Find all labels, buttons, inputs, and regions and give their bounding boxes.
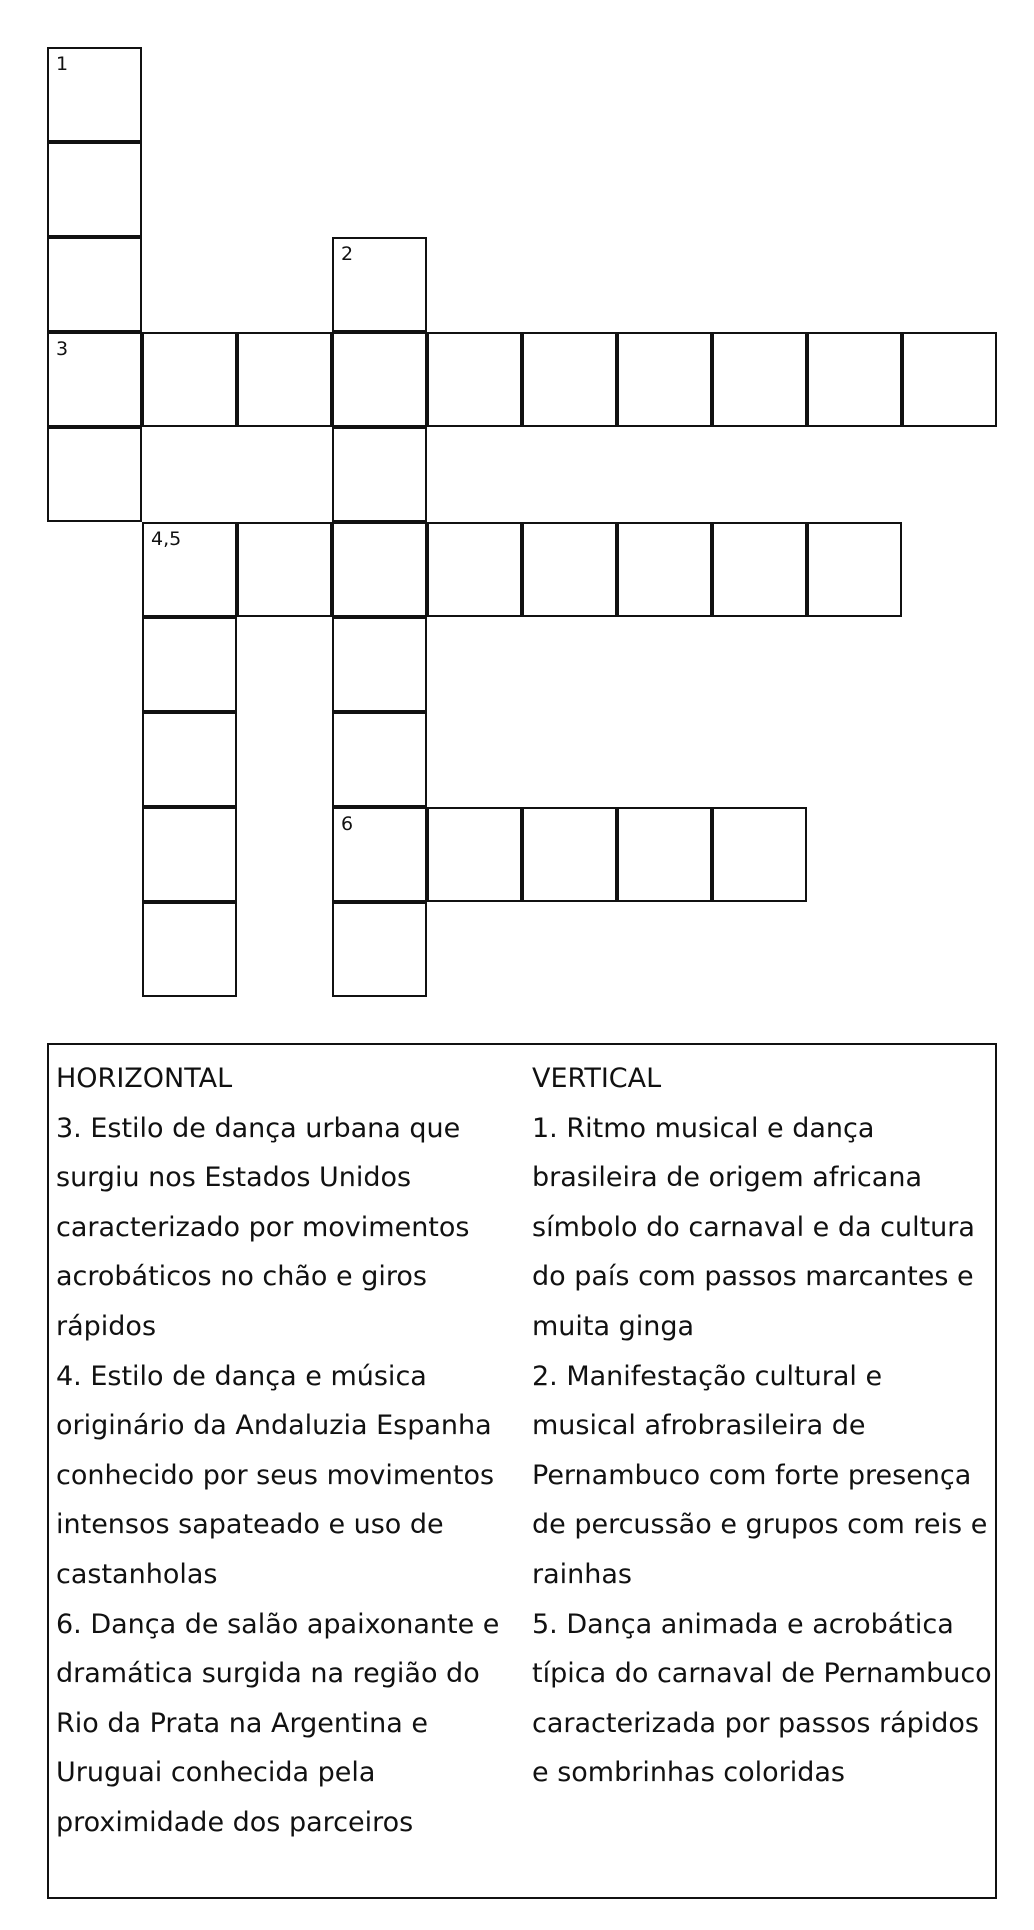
grid-cell[interactable] (332, 522, 427, 617)
grid-cell[interactable] (712, 522, 807, 617)
grid-cell[interactable] (237, 522, 332, 617)
horizontal-clues (56, 1054, 521, 1848)
grid-cell[interactable] (332, 332, 427, 427)
grid-cell[interactable] (427, 522, 522, 617)
numbered-cell[interactable] (47, 47, 142, 142)
grid-cell[interactable] (332, 902, 427, 997)
numbered-cell[interactable] (142, 522, 237, 617)
grid-cell[interactable] (902, 332, 997, 427)
grid-cell[interactable] (47, 142, 142, 237)
grid-cell[interactable] (427, 807, 522, 902)
grid-cell[interactable] (142, 712, 237, 807)
grid-cell[interactable] (427, 332, 522, 427)
grid-cell[interactable] (522, 522, 617, 617)
grid-cell[interactable] (807, 332, 902, 427)
clue-vertical-2: 2. Manifestação cultural e musical afrobrasileira de Pernambuco com forte presença de percussão e grupos com reis e rainhas (532, 1360, 988, 1590)
grid-cell[interactable] (712, 807, 807, 902)
cell-number: 2 (341, 243, 354, 265)
horizontal-heading: HORIZONTAL (56, 1063, 233, 1094)
grid-cell[interactable] (142, 617, 237, 712)
grid-cell[interactable] (522, 807, 617, 902)
grid-cell[interactable] (617, 522, 712, 617)
grid-cell[interactable] (332, 617, 427, 712)
clues-box (47, 1043, 997, 1899)
grid-cell[interactable] (237, 332, 332, 427)
clue-horizontal-6: 6. Dança de salão apaixonante e dramática surgida na região do Rio da Prata na Argentina e Uruguai conhecida pela proximidade dos parceiros (56, 1608, 500, 1838)
numbered-cell[interactable] (332, 237, 427, 332)
clue-horizontal-3: 3. Estilo de dança urbana que surgiu nos Estados Unidos caracterizado por movimentos acrobáticos no chão e giros rápidos (56, 1112, 470, 1342)
grid-cell[interactable] (142, 807, 237, 902)
clue-vertical-5: 5. Dança animada e acrobática típica do carnaval de Pernambuco caracterizada por passos rápidos e sombrinhas coloridas (532, 1608, 992, 1789)
grid-cell[interactable] (47, 427, 142, 522)
numbered-cell[interactable] (332, 807, 427, 902)
grid-cell[interactable] (522, 332, 617, 427)
grid-cell[interactable] (617, 332, 712, 427)
vertical-heading: VERTICAL (532, 1063, 662, 1094)
clue-vertical-1: 1. Ritmo musical e dança brasileira de origem africana símbolo do carnaval e da cultura do país com passos marcantes e muita ginga (532, 1112, 975, 1342)
grid-cell[interactable] (617, 807, 712, 902)
grid-cell[interactable] (332, 712, 427, 807)
cell-number: 4,5 (151, 528, 182, 550)
grid-cell[interactable] (142, 332, 237, 427)
grid-cell[interactable] (807, 522, 902, 617)
cell-number: 3 (56, 338, 69, 360)
grid-cell[interactable] (712, 332, 807, 427)
grid-cell[interactable] (47, 237, 142, 332)
grid-cell[interactable] (142, 902, 237, 997)
numbered-cell[interactable] (47, 332, 142, 427)
cell-number: 6 (341, 813, 354, 835)
cell-number: 1 (56, 53, 69, 75)
clue-horizontal-4: 4. Estilo de dança e música originário da Andaluzia Espanha conhecido por seus movimentos intensos sapateado e uso de castanholas (56, 1360, 495, 1590)
vertical-clues (532, 1054, 992, 1798)
grid-cell[interactable] (332, 427, 427, 522)
